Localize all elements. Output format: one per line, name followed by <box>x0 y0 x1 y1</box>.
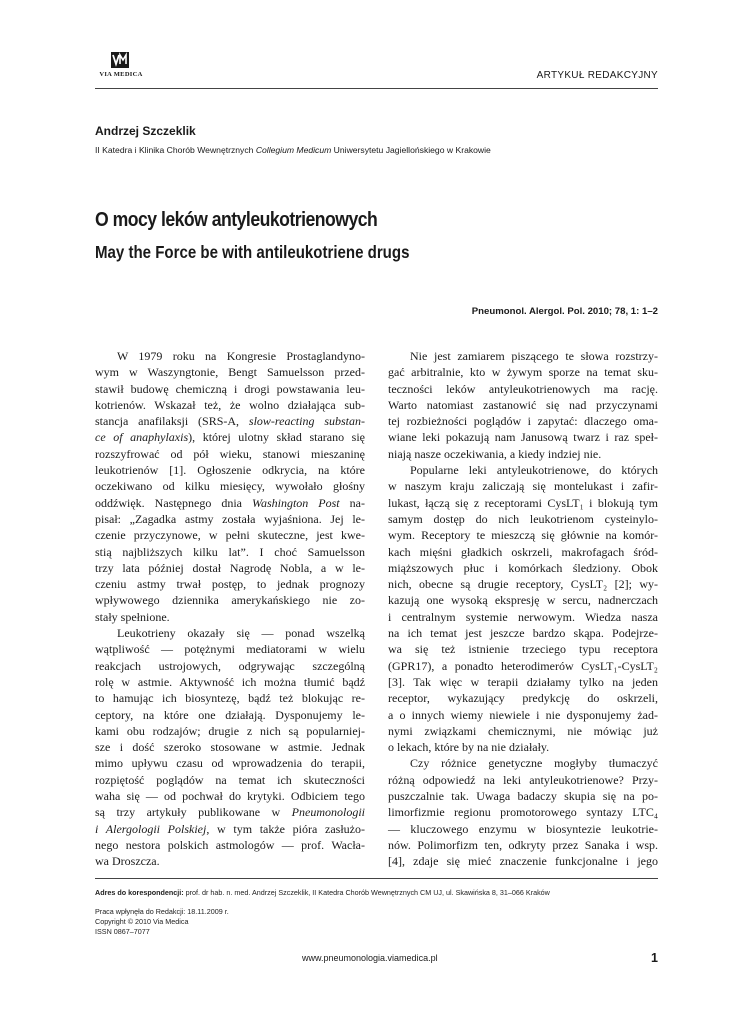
received-date: Praca wpłynęła do Redakcji: 18.11.2009 r. <box>95 907 229 916</box>
journal-citation: Pneumonol. Alergol. Pol. 2010; 78, 1: 1–2 <box>471 306 658 317</box>
author-name: Andrzej Szczeklik <box>95 124 196 138</box>
body-line: nymi związkami chemicznymi, nie mówiąc już <box>388 723 658 738</box>
body-line: rozpiętość poglądów na temat ich skuteczności <box>95 772 365 787</box>
copyright-notice: Copyright © 2010 Via Medica <box>95 917 189 926</box>
body-line: Czy różnice genetyczne mogłyby tłumaczyć <box>410 756 658 771</box>
body-line: Popularne leki antyleukotrienowe, do których <box>410 463 658 478</box>
body-line: stancja anafilaksji (SRS-A, slow-reacting substan- <box>95 414 366 429</box>
body-line: [3]. Tak więc w terapii działamy tylko na jeden <box>388 674 658 689</box>
correspondence-text: prof. dr hab. n. med. Andrzej Szczeklik, II Katedra Chorób Wewnętrznych CM UJ, ul. Skawińska 8, 31–066 Kraków <box>183 888 550 897</box>
body-line: kach mięśni gładkich oskrzeli, makrofagach śród- <box>388 544 658 559</box>
body-line: wiane leki pokazują nam Janusową twarz i raz speł- <box>388 430 658 445</box>
body-line: różną odpowiedź na leki antyleukotrienowe? Przy- <box>388 772 658 787</box>
body-line: wym w Waszyngtonie, Bengt Samuelsson przed- <box>95 365 365 380</box>
body-line: są trzy artykuły publikowane w Pneumonologii <box>95 805 365 820</box>
footnote-divider <box>95 878 658 879</box>
affiliation-text-after: Uniwersytetu Jagiellońskiego w Krakowie <box>331 145 491 155</box>
issn: ISSN 0867–7077 <box>95 927 150 936</box>
body-line: kazują one wysoką ekspresję w sercu, nadnerczach <box>388 593 658 608</box>
body-line: czenie przyczynowe, w pełni skuteczne, jest kwe- <box>95 528 365 543</box>
article-title-english: May the Force be with antileukotriene drugs <box>95 242 410 262</box>
body-line: stawił budowę chemiczną i drogi powstawania leu- <box>95 381 365 396</box>
body-line: lukast, łączą się z receptorami CysLT₁ i blokują tym <box>388 495 658 510</box>
body-line: Leukotrieny okazały się — ponad wszelką <box>117 626 365 641</box>
body-line: pisał: „Zagadka astmy została wyjaśniona. Jej le- <box>95 511 365 526</box>
header-divider <box>95 88 658 89</box>
body-line: W 1979 roku na Kongresie Prostaglandyno- <box>117 349 365 363</box>
affiliation-text-before: II Katedra i Klinika Chorób Wewnętrznych <box>95 145 256 155</box>
via-medica-logo-icon <box>111 52 129 68</box>
body-line: [4], zdaje się mieć znaczenie funkcjonalne i jego <box>388 854 658 869</box>
body-line: rozszyfrować od pół wieku, stanowi mieszaninę <box>95 446 365 461</box>
body-line: a o innych wiemy niewiele i nie dysponujemy żad- <box>388 707 658 722</box>
author-affiliation <box>95 145 491 155</box>
body-line: (GPR17), a ponadto heterodimerów CysLT₁-CysLT₂ <box>388 658 658 673</box>
logo-text: VIA MEDICA <box>99 71 143 78</box>
body-column-right <box>388 348 658 870</box>
body-line: miąższowych płuc i komórkach śledziony. Obok <box>388 560 658 575</box>
section-label: ARTYKUŁ REDAKCYJNY <box>536 70 658 81</box>
body-line: stią najbliższych kilku lat”. I choć Samuelsson <box>95 544 365 559</box>
body-line: wpływowego dziennika amerykańskiego nie zo- <box>95 593 365 608</box>
body-line: Warto natomiast zastanowić się nad przyczynami <box>388 397 658 412</box>
body-line: nów. Polimorfizm ten, odkryty przez Sanaka i wsp. <box>388 837 658 852</box>
body-line: gać arbitralnie, kto w żywym sporze na temat sku- <box>388 365 658 380</box>
body-line: to hamując ich biosyntezę, bądź też blokując re- <box>95 691 365 706</box>
body-line: kotrienów. Wskazał też, że wolno działająca sub- <box>95 397 365 412</box>
body-line: limorfizmie regionu promotorowego syntazy LTC₄ <box>388 805 658 820</box>
body-line: wa się też istnienie trzeciego typu receptora <box>388 642 658 657</box>
body-line: w naszym kraju zaliczają się montelukast i zafir- <box>388 479 658 494</box>
body-line: oczekiwano od kilku miesięcy, wywołało głośny <box>95 479 365 494</box>
body-line: kami obu rodzajów; drugie z nich są popularniej- <box>95 723 365 738</box>
body-line: i centralnym systemie nerwowym. Wiedza nasza <box>388 609 658 624</box>
body-line: wym. Receptory te mieszczą się głównie na komór- <box>388 528 658 543</box>
body-line: oddźwięk. Następnego dnia Washington Post na- <box>95 495 365 510</box>
body-line: tej rozbieżności poglądów i zapytać: dlaczego oma- <box>388 414 658 429</box>
body-line: nich, obecne są drugie receptory, CysLT₂ [2]; wy- <box>388 577 658 592</box>
body-line: czeniu astmy trwał postęp, to jednak prognozy <box>95 577 365 592</box>
body-line: receptor, wykazujący predykcję do oskrzeli, <box>388 691 658 706</box>
body-line: puszczalnie tak. Uwaga badaczy skupia się na po- <box>388 789 658 804</box>
page-number: 1 <box>651 951 658 965</box>
body-line: wątpliwość — potężnymi mediatorami w wielu <box>95 642 365 657</box>
body-line: stały spełnione. <box>95 609 170 624</box>
body-line: samym dostęp do nich leukotrienom cysteinylo- <box>388 511 658 526</box>
body-line: rolę w astmie. Aktywność ich można tłumić bądź <box>95 674 365 689</box>
body-line: trzy lata później dostał Nagrodę Nobla, a w le- <box>95 560 365 575</box>
body-line: sze i dość szeroko stosowane w astmie. Jednak <box>95 740 365 755</box>
journal-website-link[interactable]: www.pneumonologia.viamedica.pl <box>302 953 438 963</box>
body-line: i Alergologii Polskiej, w tym także pióra zasłużo- <box>95 821 365 836</box>
article-title-polish: O mocy leków antyleukotrienowych <box>95 208 378 231</box>
publisher-logo <box>97 52 145 84</box>
body-line: leukotrienów [1]. Ogłoszenie odkrycia, na które <box>95 463 365 478</box>
body-line: ceptory, na które one działają. Dysponujemy le- <box>95 707 365 722</box>
body-line: nego nestora polskich astmologów — prof. Wacła- <box>95 837 365 852</box>
body-line: mimo upływu czasu od wprowadzenia do terapii, <box>95 756 365 771</box>
body-line: teczności leków antyleukotrienowych ma rację. <box>388 381 658 396</box>
body-line: niają nasze oczekiwania, a kiedy indziej nie. <box>388 446 602 461</box>
body-line: na ich temat jest jeszcze bardzo skąpa. Podejrze- <box>388 626 658 641</box>
correspondence-label: Adres do korespondencji: <box>95 888 184 897</box>
body-line: waha się — od pochwał do krytyki. Odbiciem tego <box>95 789 365 804</box>
body-column-left <box>95 348 365 870</box>
body-line: Nie jest zamiarem piszącego te słowa rozstrzy- <box>410 349 658 363</box>
body-line: — kluczowego enzymu w biosyntezie leukotrie- <box>388 821 658 836</box>
body-line: o lekach, które by na nie działały. <box>388 740 550 755</box>
affiliation-text-italic: Collegium Medicum <box>255 145 332 155</box>
body-line: reakcjach ustrojowych, odgrywając szczególną <box>95 658 365 673</box>
correspondence-address <box>95 888 550 897</box>
body-line: ce of anaphylaxis), której ulotny skład starano się <box>95 430 365 445</box>
body-line: wa Droszcza. <box>95 854 160 869</box>
